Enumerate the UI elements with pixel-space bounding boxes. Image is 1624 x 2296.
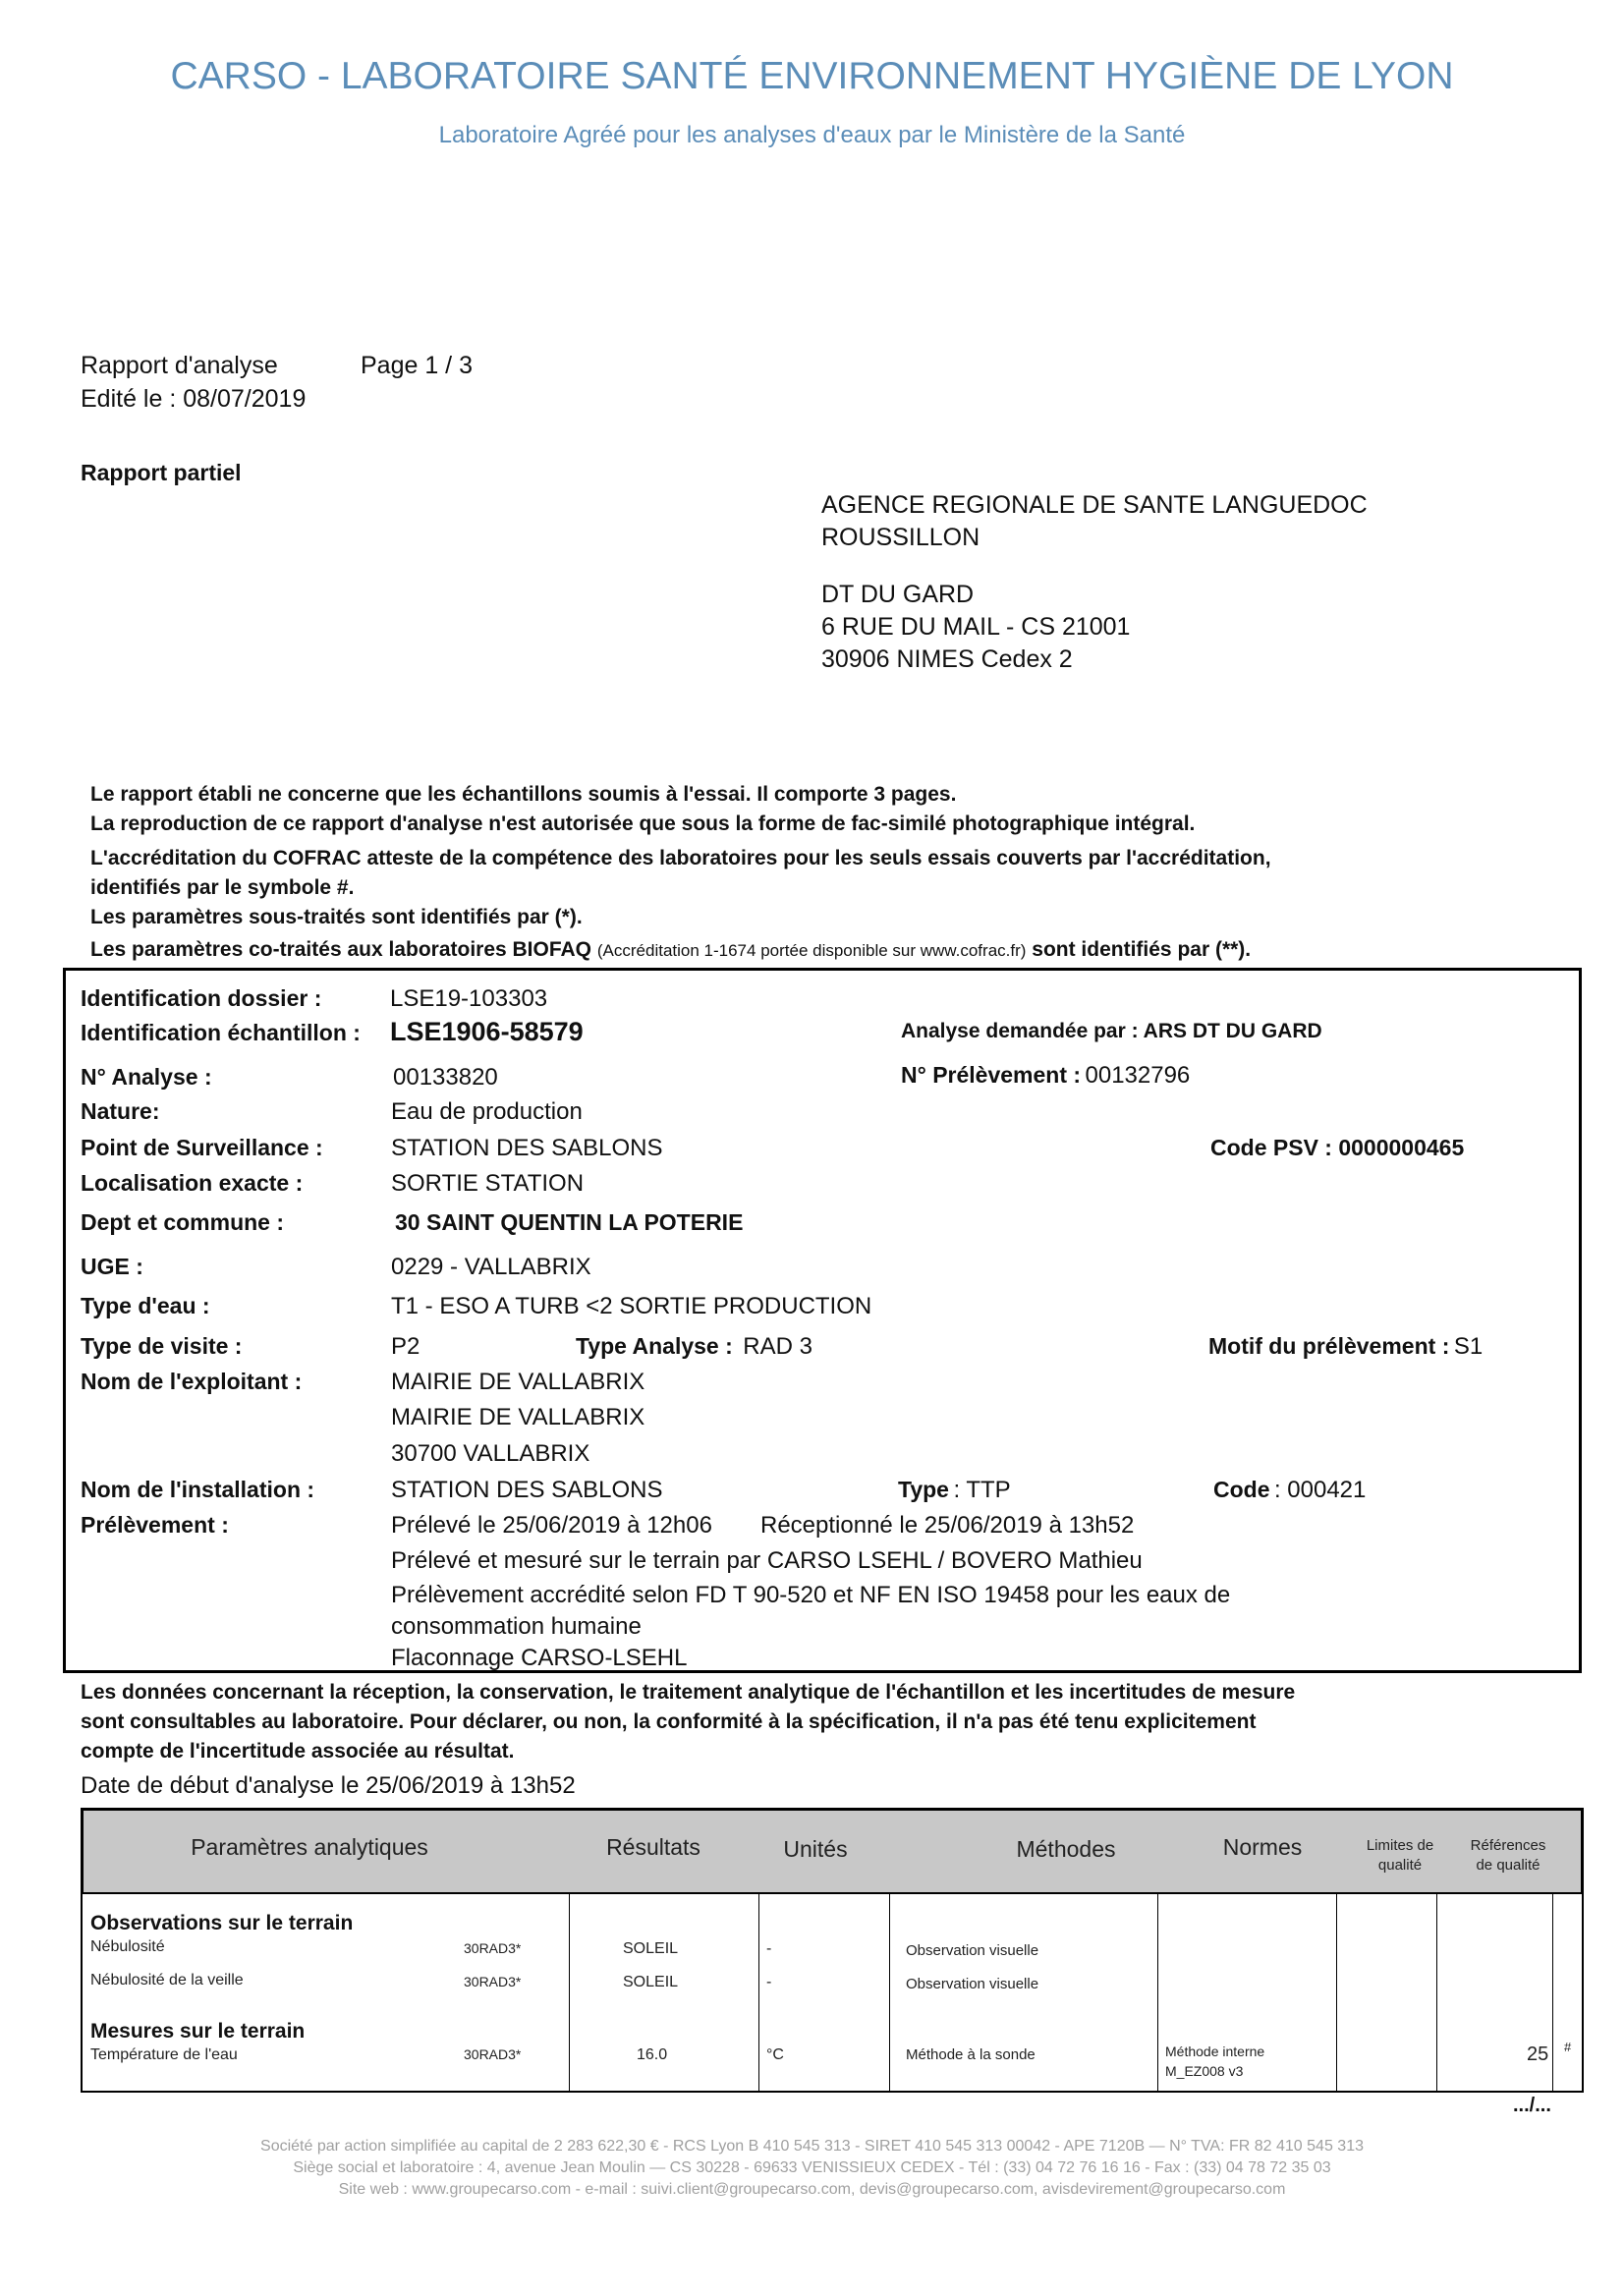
note-cotraited-b: (Accréditation 1-1674 portée disponible sur www.cofrac.fr)	[596, 941, 1027, 960]
data-note-2: sont consultables au laboratoire. Pour déclarer, ou non, la conformité à la spécification, il n'a pas été tenu explicitement	[81, 1710, 1257, 1733]
footer-company: Société par action simplifiée au capital de 2 283 622,30 € - RCS Lyon B 410 545 313 - SIRET 410 545 313 00042 - APE 7120B — N° TVA: FR 82 410 545 313	[260, 2138, 1364, 2155]
sampling-label: Prélèvement :	[81, 1512, 229, 1538]
row-unit: °C	[766, 2046, 784, 2063]
col-divider	[1552, 1894, 1553, 2093]
analysis-number-label: N° Analyse :	[81, 1064, 212, 1090]
section-field-observations: Observations sur le terrain	[90, 1912, 354, 1934]
surveillance-value: STATION DES SABLONS	[391, 1135, 663, 1161]
sampling-reason	[1208, 1333, 1483, 1361]
data-note-1: Les données concernant la réception, la conservation, le traitement analytique de l'échantillon et les incertitudes de mesure	[81, 1681, 1296, 1704]
psv-code: Code PSV : 0000000465	[1210, 1135, 1465, 1160]
bottling: Flaconnage CARSO-LSEHL	[391, 1645, 688, 1671]
row-unit: -	[766, 1940, 772, 1957]
recipient-line-2: ROUSSILLON	[821, 524, 980, 551]
col-divider	[1336, 1894, 1337, 2093]
analysis-number-value: 00133820	[393, 1064, 498, 1091]
dept-value: 30 SAINT QUENTIN LA POTERIE	[395, 1209, 744, 1235]
table-body	[81, 1894, 1584, 2093]
col-divider	[569, 1894, 570, 2093]
row-param-name: Température de l'eau	[90, 2046, 238, 2063]
col-header-param: Paramètres analytiques	[191, 1834, 428, 1860]
recipient-line-3: DT DU GARD	[821, 581, 975, 608]
sampling-reason-value: S1	[1453, 1333, 1484, 1360]
row-param-code: 30RAD3*	[464, 2046, 522, 2062]
continuation-mark: .../...	[1513, 2095, 1551, 2116]
installation-type-value: : TTP	[953, 1477, 1011, 1503]
sample-value: LSE1906-58579	[390, 1017, 584, 1046]
analysis-start-date: Date de début d'analyse le 25/06/2019 à 13h52	[81, 1772, 576, 1799]
analysis-type-label: Type Analyse :	[576, 1333, 733, 1359]
accreditation-symbol: #	[1564, 2040, 1572, 2054]
uge-value: 0229 - VALLABRIX	[391, 1254, 591, 1280]
dossier-label: Identification dossier :	[81, 985, 322, 1011]
sampling-date: Prélevé le 25/06/2019 à 12h06	[391, 1512, 712, 1539]
table-header	[81, 1808, 1584, 1894]
visit-type-value: P2	[391, 1333, 420, 1360]
row-method: Observation visuelle	[906, 1942, 1039, 1959]
col-header-limits-2: qualité	[1377, 1857, 1423, 1874]
row-param-name: Nébulosité	[90, 1938, 165, 1955]
note-symbol: identifiés par le symbole #.	[90, 876, 355, 899]
sample-label: Identification échantillon :	[81, 1020, 361, 1045]
operator-line-1: MAIRIE DE VALLABRIX	[391, 1369, 645, 1395]
note-pages: Le rapport établi ne concerne que les échantillons soumis à l'essai. Il comporte 3 pages.	[90, 783, 957, 806]
uge-label: UGE :	[81, 1254, 143, 1279]
installation-type	[898, 1477, 1011, 1504]
sampling-by: Prélevé et mesuré sur le terrain par CARSO LSEHL / BOVERO Mathieu	[391, 1547, 1143, 1574]
report-type: Rapport d'analyse	[81, 352, 278, 379]
installation-label: Nom de l'installation :	[81, 1477, 315, 1502]
installation-value: STATION DES SABLONS	[391, 1477, 663, 1503]
col-header-unit: Unités	[783, 1836, 848, 1862]
recipient-line-5: 30906 NIMES Cedex 2	[821, 645, 1073, 673]
reception-date: Réceptionné le 25/06/2019 à 13h52	[760, 1512, 1135, 1539]
note-cotraited-a: Les paramètres co-traités aux laboratoires BIOFAQ	[90, 938, 592, 961]
col-divider	[758, 1894, 759, 2093]
row-norm-ref: M_EZ008 v3	[1165, 2063, 1244, 2079]
col-header-refs	[1439, 1836, 1577, 1876]
note-cotraited	[90, 935, 1251, 966]
col-header-method: Méthodes	[1016, 1836, 1116, 1862]
row-param-name: Nébulosité de la veille	[90, 1972, 244, 1988]
surveillance-label: Point de Surveillance :	[81, 1135, 323, 1160]
results-table	[81, 1808, 1584, 2093]
operator-line-2: MAIRIE DE VALLABRIX	[391, 1404, 645, 1430]
lab-subtitle: Laboratoire Agréé pour les analyses d'eaux par le Ministère de la Santé	[438, 122, 1186, 148]
sampling-number-value: 00132796	[1085, 1062, 1191, 1089]
row-param-code: 30RAD3*	[464, 1940, 522, 1956]
requested-by: Analyse demandée par : ARS DT DU GARD	[901, 1020, 1322, 1042]
water-type-label: Type d'eau :	[81, 1293, 210, 1318]
note-reproduction: La reproduction de ce rapport d'analyse n'est autorisée que sous la forme de fac-similé photographique intégral.	[90, 812, 1196, 835]
note-cofrac: L'accréditation du COFRAC atteste de la compétence des laboratoires pour les seuls essais couverts par l'accréditation,	[90, 847, 1271, 869]
nature-value: Eau de production	[391, 1098, 583, 1125]
location-label: Localisation exacte :	[81, 1170, 304, 1196]
row-norm: Méthode interne	[1165, 2044, 1265, 2059]
footer-address: Siège social et laboratoire : 4, avenue Jean Moulin — CS 30228 - 69633 VENISSIEUX CEDEX - Tél : (33) 04 72 76 16 16 - Fax : (33) 04 78 72 35 03	[293, 2159, 1331, 2176]
installation-type-label: Type	[898, 1477, 949, 1502]
row-quality-reference: 25	[1527, 2044, 1549, 2065]
section-field-measures: Mesures sur le terrain	[90, 2020, 306, 2043]
row-unit: -	[766, 1974, 772, 1990]
sampling-accreditation-cont: consommation humaine	[391, 1613, 642, 1640]
row-result: 16.0	[637, 2046, 668, 2063]
data-note-3: compte de l'incertitude associée au résultat.	[81, 1740, 515, 1763]
row-method: Observation visuelle	[906, 1976, 1039, 1992]
col-divider	[1436, 1894, 1437, 2093]
row-param-code: 30RAD3*	[464, 1974, 522, 1989]
sampling-number-label: N° Prélèvement :	[901, 1062, 1082, 1088]
installation-code-label: Code	[1213, 1477, 1270, 1502]
note-subcontracted: Les paramètres sous-traités sont identifiés par (*).	[90, 906, 583, 928]
row-method: Méthode à la sonde	[906, 2046, 1036, 2063]
recipient-line-1: AGENCE REGIONALE DE SANTE LANGUEDOC	[821, 491, 1368, 519]
sampling-accreditation: Prélèvement accrédité selon FD T 90-520 et NF EN ISO 19458 pour les eaux de	[391, 1582, 1231, 1608]
visit-type-label: Type de visite :	[81, 1333, 243, 1359]
partial-report-label: Rapport partiel	[81, 460, 242, 485]
footer-contact: Site web : www.groupecarso.com - e-mail : suivi.client@groupecarso.com, devis@groupecarso.com, avisdevirement@groupecarso.com	[338, 2181, 1286, 2198]
sampling-number	[901, 1062, 1190, 1090]
nature-label: Nature:	[81, 1098, 160, 1124]
page-number: Page 1 / 3	[361, 352, 473, 379]
col-divider	[889, 1894, 890, 2093]
edited-date: Edité le : 08/07/2019	[81, 385, 307, 413]
dept-label: Dept et commune :	[81, 1209, 285, 1235]
note-cotraited-c: sont identifiés par (**).	[1032, 938, 1252, 961]
location-value: SORTIE STATION	[391, 1170, 585, 1197]
operator-line-3: 30700 VALLABRIX	[391, 1440, 590, 1467]
analysis-type	[576, 1333, 812, 1361]
col-header-refs-2: de qualité	[1476, 1857, 1540, 1874]
row-result: SOLEIL	[623, 1974, 679, 1990]
analysis-type-value: RAD 3	[743, 1333, 812, 1360]
col-header-limits-1: Limites de	[1366, 1837, 1434, 1854]
dossier-value: LSE19-103303	[390, 985, 548, 1012]
sampling-reason-label: Motif du prélèvement :	[1208, 1333, 1450, 1359]
installation-code-value: : 000421	[1273, 1477, 1367, 1503]
col-divider	[1157, 1894, 1158, 2093]
col-header-norms: Normes	[1222, 1834, 1303, 1860]
recipient-line-4: 6 RUE DU MAIL - CS 21001	[821, 613, 1131, 641]
installation-code	[1213, 1477, 1366, 1504]
lab-title: CARSO - LABORATOIRE SANTÉ ENVIRONNEMENT HYGIÈNE DE LYON	[170, 55, 1454, 97]
water-type-value: T1 - ESO A TURB <2 SORTIE PRODUCTION	[391, 1293, 872, 1319]
row-result: SOLEIL	[623, 1940, 679, 1957]
operator-label: Nom de l'exploitant :	[81, 1369, 303, 1394]
col-header-refs-1: Références	[1470, 1837, 1546, 1854]
col-header-result: Résultats	[606, 1834, 700, 1860]
